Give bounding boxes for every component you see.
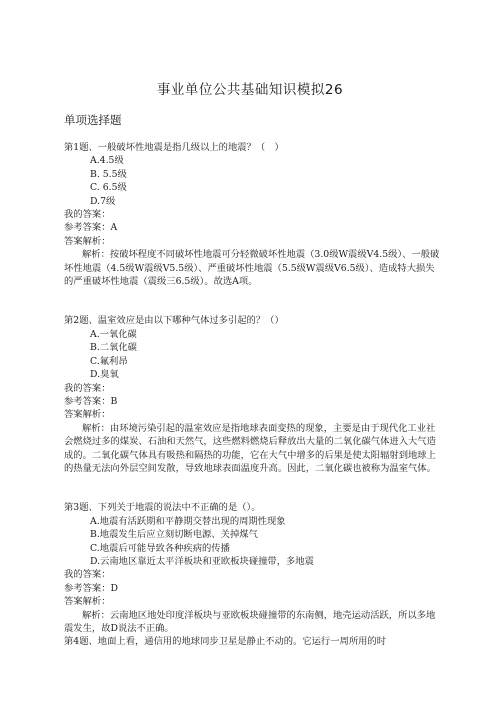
my-answer: 我的答案： — [64, 382, 111, 394]
section-heading: 单项选择题 — [64, 113, 122, 127]
document-title: 事业单位公共基础知识模拟26 — [156, 82, 344, 98]
option-c: C. 6.5级 — [90, 182, 127, 194]
option-a: A.地震有活跃期和平静期交替出现的周期性现象 — [90, 515, 286, 527]
option-d: D.臭氧 — [90, 369, 119, 381]
option-b: B. 5.5级 — [90, 168, 127, 180]
my-answer: 我的答案： — [64, 569, 111, 581]
question-stem: 第1题、一般破坏性地震是指几级以上的地震？（ ） — [64, 142, 284, 153]
analysis-label: 答案解析： — [64, 235, 111, 247]
question-stem: 第4题、地面上看，通信用的地球同步卫星是静止不动的。它运行一周所用的时 — [64, 636, 387, 648]
reference-answer: 参考答案：B — [64, 395, 118, 407]
option-b: B.地震发生后应立刻切断电源、关掉煤气 — [90, 529, 258, 541]
analysis-label: 答案解析： — [64, 409, 111, 421]
option-b: B.二氧化碳 — [90, 342, 137, 354]
analysis-text: 解析：由环境污染引起的温室效应是指地球表面变热的现象，主要是由于现代化工业社会燃烧过多的煤炭、石油和天然气，这些燃料燃烧后释放出大量的二氧化碳气体进入大气造成的。二氧化碳气体具有吸热和隔热的功能，它在大气中增多的后果是使太阳辐射到地球上的热量无法向外层空间发散，导致地球表面温度升高。因此，二氧化碳也被称为温室气体。 — [64, 422, 436, 474]
analysis-label: 答案解析： — [64, 596, 111, 608]
question-stem: 第2题、温室效应是由以下哪种气体过多引起的？（） — [64, 315, 284, 327]
question-2 — [64, 314, 440, 475]
my-answer: 我的答案： — [64, 209, 111, 221]
question-1 — [64, 141, 440, 288]
spacer — [64, 475, 440, 501]
option-c: C.氟利昂 — [90, 355, 128, 367]
option-d: D.云南地区靠近太平洋板块和亚欧板块碰撞带，多地震 — [90, 555, 314, 567]
analysis-text: 解析：云南地区地处印度洋板块与亚欧板块碰撞带的东南侧，地壳运动活跃，所以多地震发生，故D说法不正确。 — [64, 609, 436, 634]
reference-answer: 参考答案：D — [64, 582, 118, 594]
option-a: A.一氧化碳 — [90, 328, 137, 340]
analysis-text: 解析：按破坏程度不同破坏性地震可分轻微破坏性地震（3.0级W震级V4.5级）、一般破坏性地震（4.5级W震级V5.5级）、严重破坏性地震（5.5级W震级V6.5级）、造成特大损失的严重破坏性地震（震级三6.5级）。故选A项。 — [64, 249, 440, 288]
option-d: D.7级 — [90, 195, 116, 207]
question-4 — [64, 635, 440, 648]
question-stem: 第3题、下列关于地震的说法中不正确的是（）。 — [64, 502, 261, 514]
option-a: A.4.5级 — [90, 155, 124, 167]
question-list — [64, 141, 440, 649]
question-3 — [64, 501, 440, 635]
spacer — [64, 288, 440, 314]
reference-answer: 参考答案：A — [64, 222, 118, 234]
option-c: C.地震后可能导致各种疾病的传播 — [90, 542, 230, 554]
